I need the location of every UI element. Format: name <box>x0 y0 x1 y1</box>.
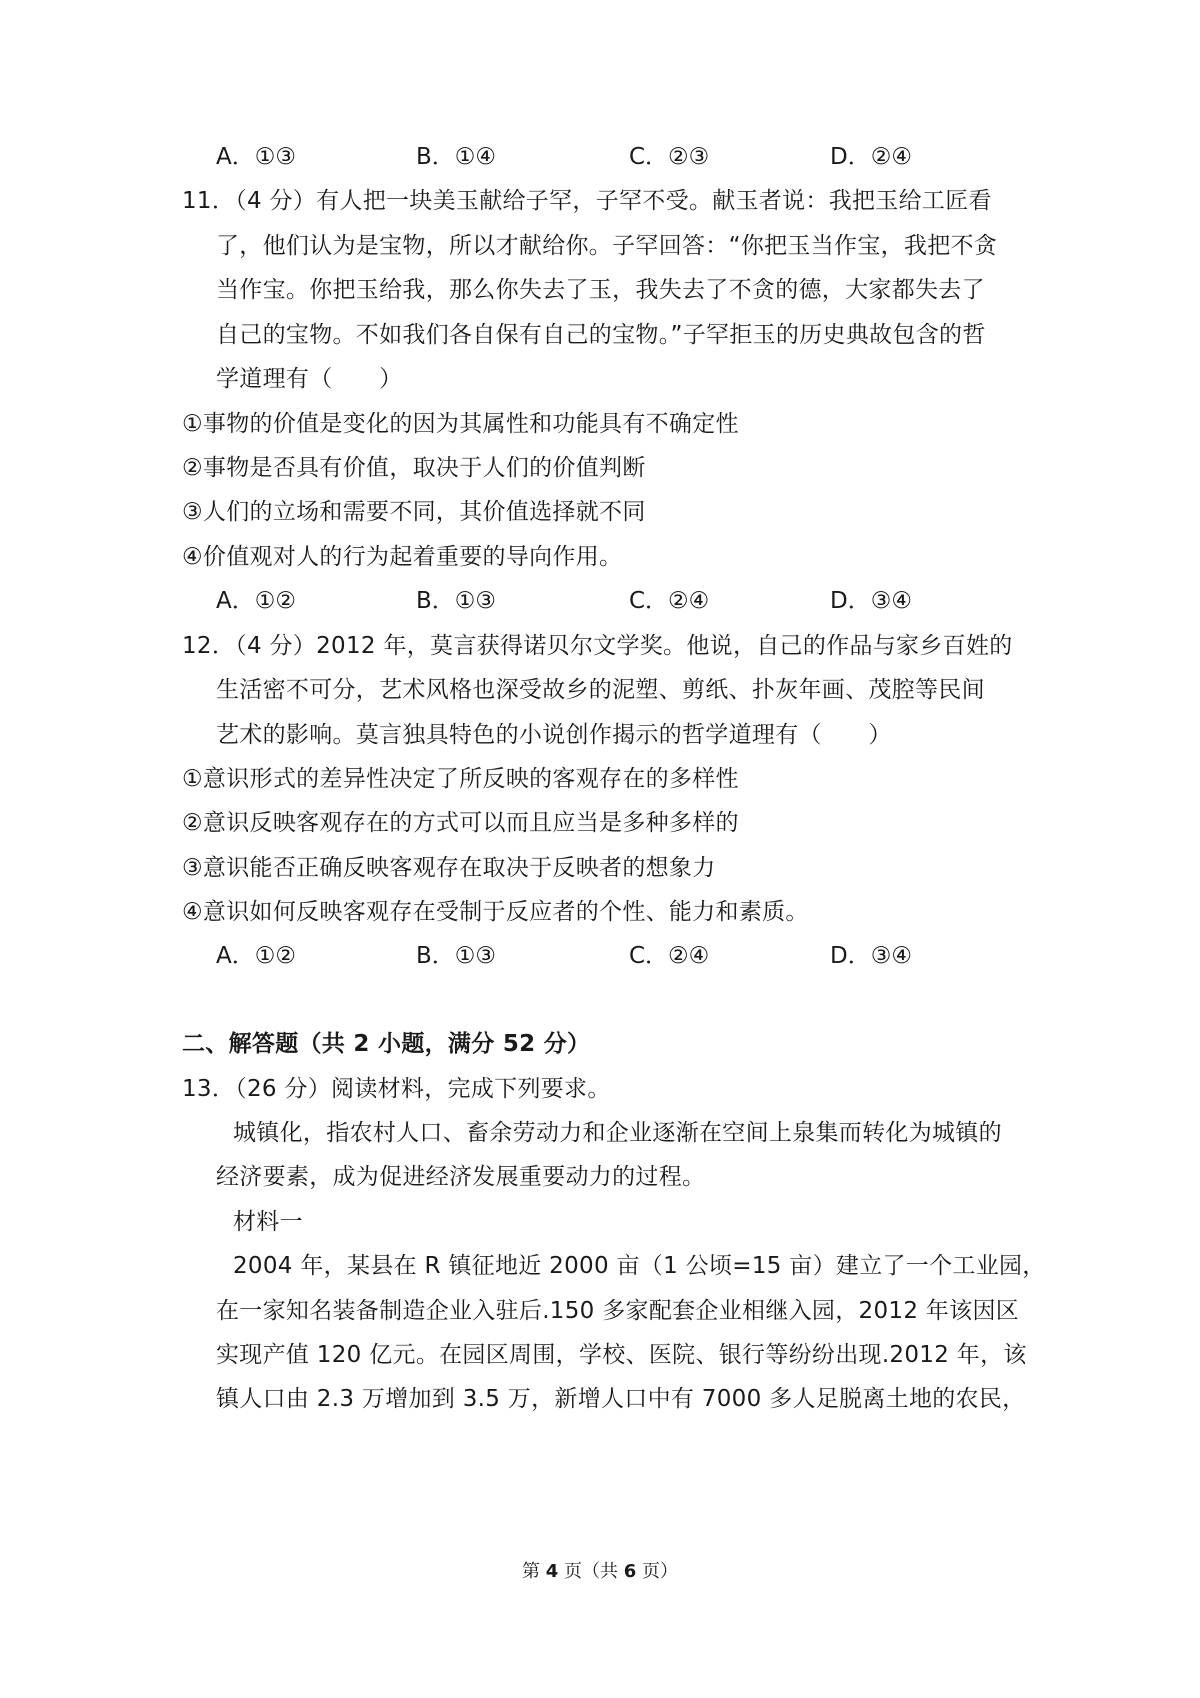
q10-option-d: D．②④ <box>830 144 912 170</box>
footer-total-pages: 6 <box>623 1561 637 1582</box>
footer-prefix: 第 <box>522 1561 546 1582</box>
q11-option-b: B．①③ <box>416 588 497 614</box>
q13-material-line-1: 2004 年，某县在 R 镇征地近 2000 亩（1 公顷=15 亩）建立了一个工业园， <box>233 1253 1046 1279</box>
q11-stem-line-1: 11．（4 分）有人把一块美玉献给子罕，子罕不受。献玉者说：我把玉给工匠看 <box>182 188 992 214</box>
footer-middle: 页（共 <box>558 1561 624 1582</box>
q12-item-4: ④意识如何反映客观存在受制于反应者的个性、能力和素质。 <box>182 899 809 925</box>
footer-page-number: 4 <box>545 1561 559 1582</box>
q11-option-a: A．①② <box>216 588 296 614</box>
q12-option-a: A．①② <box>216 943 296 969</box>
section-heading: 二、解答题（共 2 小题，满分 52 分） <box>182 1031 591 1057</box>
q13-material-line-3: 实现产值 120 亿元。在园区周围，学校、医院、银行等纷纷出现.2012 年，该 <box>216 1342 1027 1368</box>
q11-options <box>216 587 1036 615</box>
q11-stem-line-2: 了，他们认为是宝物，所以才献给你。子罕回答：“你把玉当作宝，我把不贪 <box>216 233 998 259</box>
q13-intro-line-1: 城镇化，指农村人口、畜余劳动力和企业逐渐在空间上泉集而转化为城镇的 <box>233 1120 1002 1146</box>
q11-option-d: D．③④ <box>830 588 912 614</box>
footer-suffix: 页） <box>636 1561 678 1582</box>
q12-option-b: B．①③ <box>416 943 497 969</box>
q13-material-label: 材料一 <box>233 1209 303 1235</box>
q13-material-line-2: 在一家知名装备制造企业入驻后.150 多家配套企业相继入园，2012 年该因区 <box>216 1298 1020 1324</box>
q13-intro-line-2: 经济要素，成为促进经济发展重要动力的过程。 <box>216 1164 706 1190</box>
q10-option-a: A．①③ <box>216 144 296 170</box>
q11-stem-line-4: 自己的宝物。不如我们各自保有自己的宝物。”子罕拒玉的历史典故包含的哲 <box>216 322 986 348</box>
q10-option-b: B．①④ <box>416 144 497 170</box>
q11-stem-line-5: 学道理有（ ） <box>216 366 403 392</box>
q13-material-line-4: 镇人口由 2.3 万增加到 3.5 万，新增人口中有 7000 多人足脱离土地的农民， <box>216 1386 1026 1412</box>
q12-stem-line-1: 12．（4 分）2012 年，莫言获得诺贝尔文学奖。他说，自己的作品与家乡百姓的 <box>182 633 1013 659</box>
q11-item-2: ②事物是否具有价值，取决于人们的价值判断 <box>182 455 646 481</box>
q11-item-1: ①事物的价值是变化的因为其属性和功能具有不确定性 <box>182 411 739 437</box>
q11-item-4: ④价值观对人的行为起着重要的导向作用。 <box>182 544 623 570</box>
q12-option-c: C．②④ <box>629 943 710 969</box>
q10-option-c: C．②③ <box>629 144 710 170</box>
q12-options <box>216 942 1036 970</box>
q10-options <box>216 143 1036 171</box>
q12-option-d: D．③④ <box>830 943 912 969</box>
q13-stem: 13．（26 分）阅读材料，完成下列要求。 <box>182 1076 611 1102</box>
q12-item-3: ③意识能否正确反映客观存在取决于反映者的想象力 <box>182 855 716 881</box>
q11-stem-line-3: 当作宝。你把玉给我，那么你失去了玉，我失去了不贪的德，大家都失去了 <box>216 277 985 303</box>
q12-item-2: ②意识反映客观存在的方式可以而且应当是多种多样的 <box>182 810 739 836</box>
q11-item-3: ③人们的立场和需要不同，其价值选择就不同 <box>182 499 646 525</box>
q11-option-c: C．②④ <box>629 588 710 614</box>
q12-stem-line-2: 生活密不可分，艺术风格也深受故乡的泥塑、剪纸、扑灰年画、茂腔等民间 <box>216 677 985 703</box>
q12-stem-line-3: 艺术的影响。莫言独具特色的小说创作揭示的哲学道理有（ ） <box>216 722 892 748</box>
q12-item-1: ①意识形式的差异性决定了所反映的客观存在的多样性 <box>182 766 739 792</box>
page-footer <box>0 1560 1200 1584</box>
